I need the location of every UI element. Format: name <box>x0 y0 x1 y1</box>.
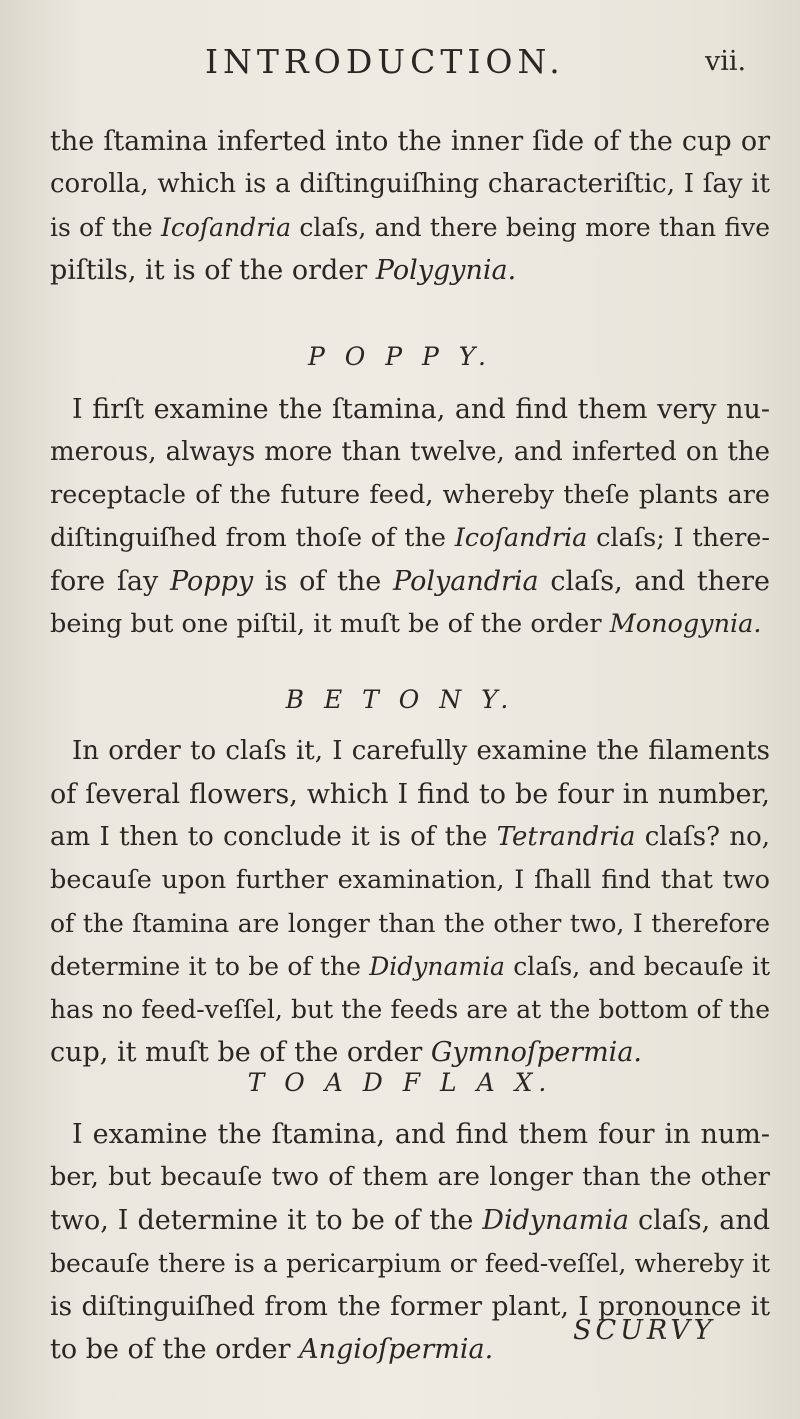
text-line: cup, it muſt be of the order Gymnoſpermia. <box>50 1037 642 1068</box>
text-line: of ſeveral flowers, which I find to be four in number, <box>50 779 770 810</box>
running-title: INTRODUCTION. <box>205 42 565 81</box>
text-line: has no feed-veſſel, but the feeds are at the bottom of the <box>50 995 770 1024</box>
text-line: merous, always more than twelve, and inferted on the <box>50 437 770 467</box>
text-line: determine it to be of the Didynamia claſs, and becauſe it <box>50 952 771 981</box>
text-line: piſtils, it is of the order Polygynia. <box>50 255 517 286</box>
text-line: is of the Icoſandria claſs, and there being more than five <box>50 213 770 242</box>
text-line: receptacle of the future feed, whereby theſe plants are <box>50 480 770 510</box>
section-heading-toadflax: T O A D F L A X. <box>247 1068 553 1097</box>
intro-paragraph <box>50 120 770 292</box>
text-line: becauſe upon further examination, I ſhall find that two <box>50 865 770 895</box>
text-line: two, I determine it to be of the Didynamia claſs, and <box>50 1205 770 1236</box>
text-line: ber, but becauſe two of them are longer than the other <box>50 1162 770 1192</box>
text-line: I examine the ſtamina, and find them four in num- <box>72 1119 770 1150</box>
section-body-betony <box>50 730 770 1074</box>
text-line: of the ſtamina are longer than the other two, I therefore <box>50 909 770 938</box>
text-line: is diſtinguiſhed from the former plant, I pronounce it <box>50 1291 770 1322</box>
page-number: vii. <box>705 46 747 77</box>
running-header <box>0 42 800 92</box>
section-body-poppy <box>50 388 770 646</box>
text-line: diſtinguiſhed from thoſe of the Icoſandria claſs; I there- <box>50 523 770 553</box>
section-heading-betony: B E T O N Y. <box>285 685 515 714</box>
text-line: fore ſay Poppy is of the Polyandria claſs, and there <box>50 566 770 597</box>
text-line: the ſtamina inferted into the inner ſide of the cup or <box>50 126 770 157</box>
text-line: being but one piſtil, it muſt be of the order Monogynia. <box>50 609 762 639</box>
text-line: to be of the order Angioſpermia. <box>50 1334 494 1365</box>
text-line: becauſe there is a pericarpium or feed-veſſel, whereby it <box>50 1249 770 1278</box>
text-line: am I then to conclude it is of the Tetrandria claſs? no, <box>50 822 771 852</box>
text-line: I firſt examine the ſtamina, and find them very nu- <box>72 394 770 425</box>
section-heading-poppy: P O P P Y. <box>308 342 492 371</box>
text-line: In order to claſs it, I carefully examine the filaments <box>72 736 770 766</box>
catchword: SCURVY <box>573 1315 716 1346</box>
text-line: corolla, which is a diſtinguiſhing characteriſtic, I ſay it <box>50 169 770 199</box>
